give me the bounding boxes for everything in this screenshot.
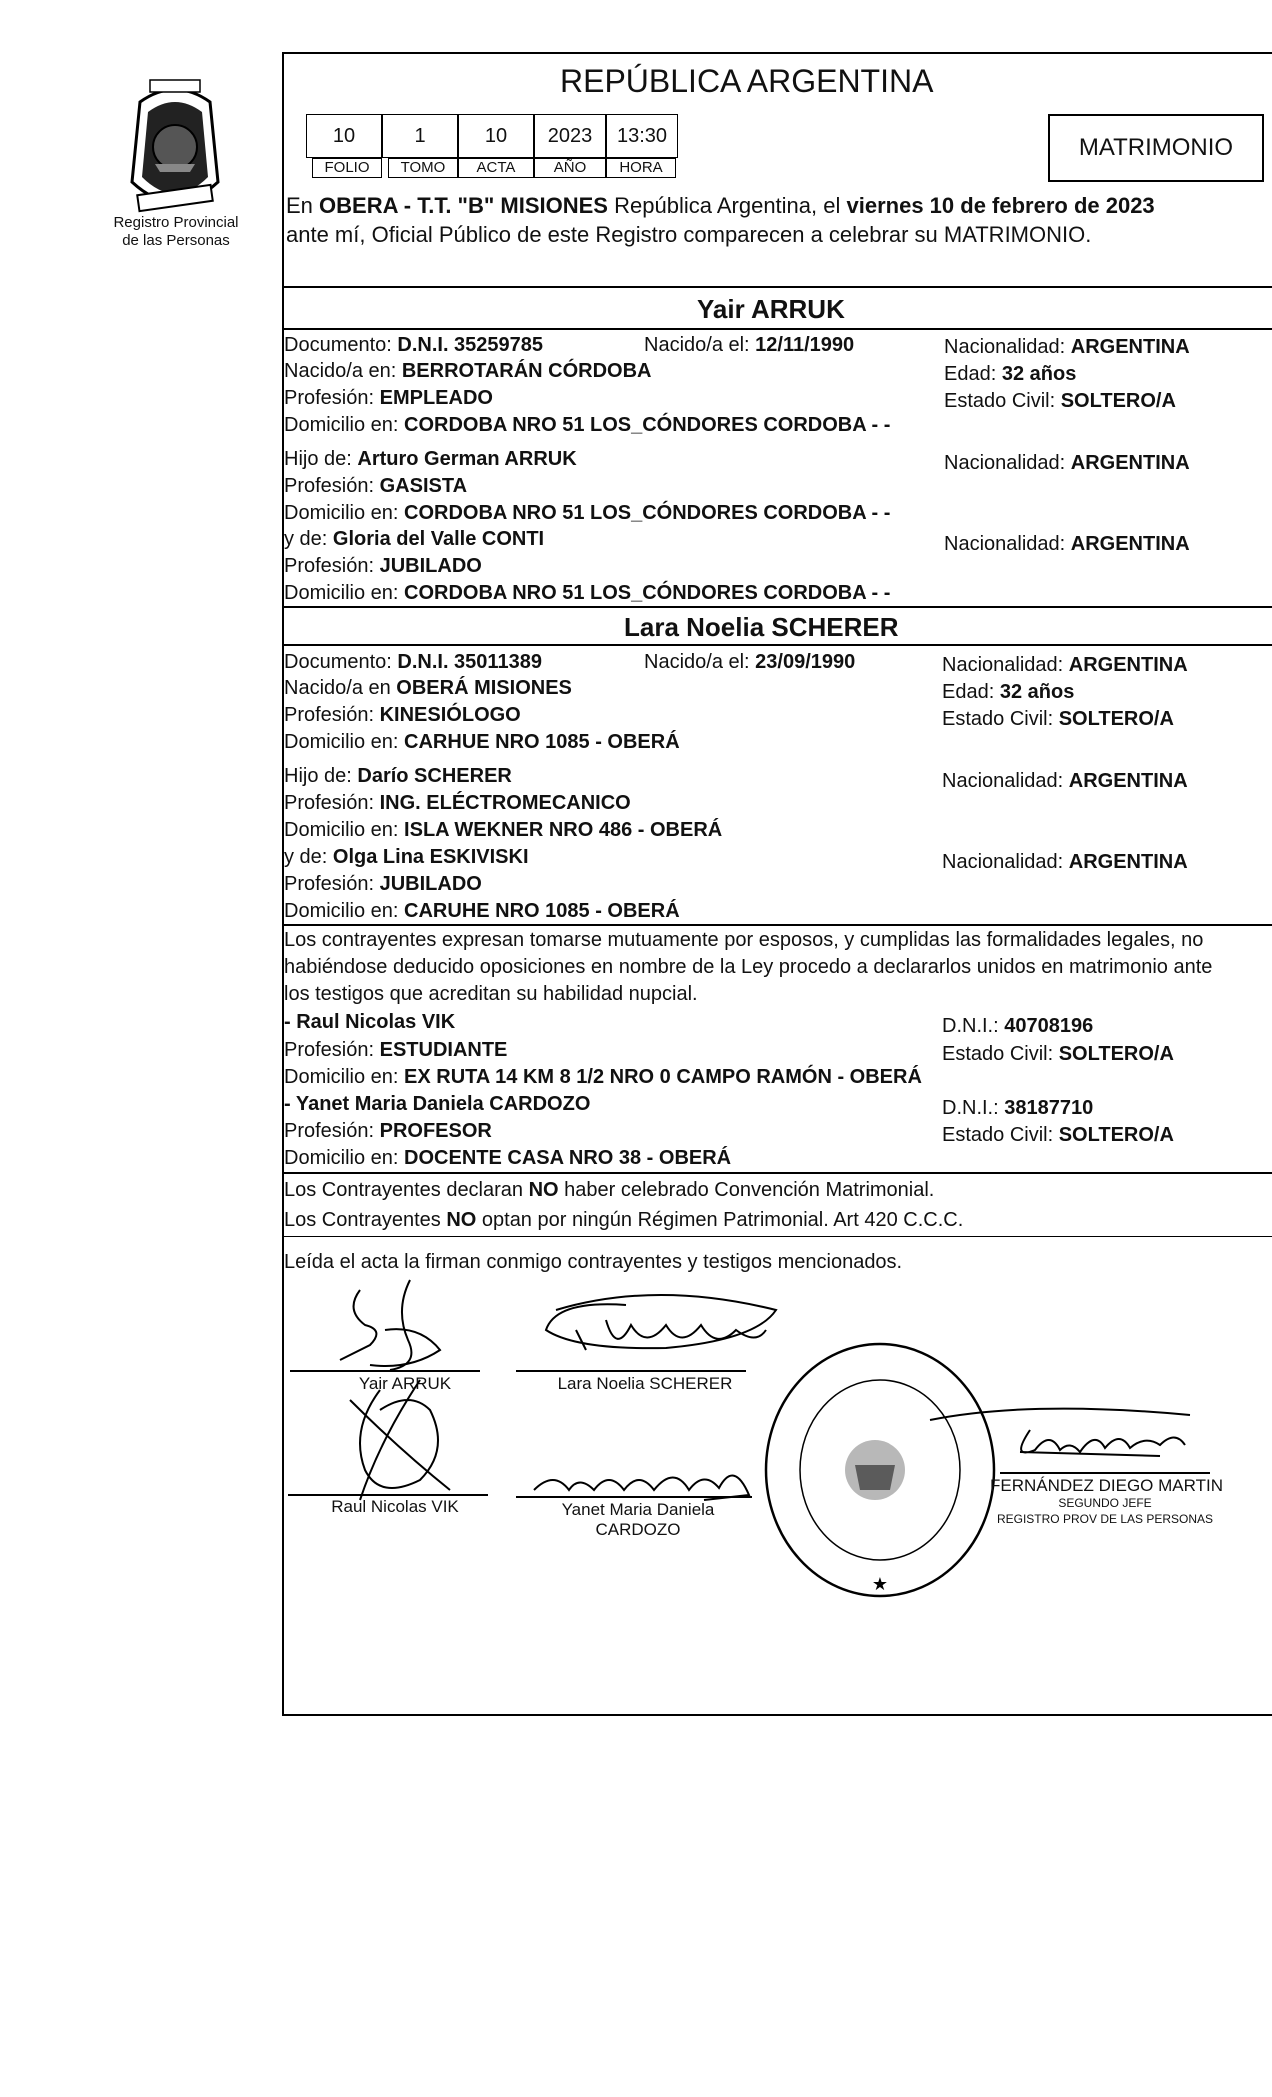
official-office: REGISTRO PROV DE LAS PERSONAS: [996, 1512, 1214, 1526]
frame-top-border: [282, 52, 1272, 54]
signature-label: Yanet Maria Daniela: [561, 1500, 715, 1519]
logo-caption: de las Personas: [122, 232, 230, 249]
hora-label: HORA: [606, 158, 676, 178]
spouse1-name: Yair ARRUK: [697, 294, 845, 324]
signature-line: [288, 1494, 488, 1496]
anio-label: AÑO: [534, 158, 606, 178]
witness2-name: - Yanet Maria Daniela CARDOZO: [284, 1093, 591, 1115]
spouse1-mother: y de: Gloria del Valle CONTI: [284, 528, 545, 550]
spouse1-father-address: Domicilio en: CORDOBA NRO 51 LOS_CÓNDORES CORDOBA - -: [284, 502, 891, 524]
declaration-line-1: Los contrayentes expresan tomarse mutuamente por esposos, y cumplidas las formalidades legales, no: [284, 929, 1204, 951]
signature-line: [1000, 1472, 1210, 1474]
spouse1-birth-place: Nacido/a en: BERROTARÁN CÓRDOBA: [284, 360, 652, 382]
spouse2-mother-profession: Profesión: JUBILADO: [284, 873, 482, 895]
spouse2-document: Documento: D.N.I. 35011389: [284, 651, 542, 673]
signature-line: [516, 1496, 752, 1498]
act-type: MATRIMONIO: [1078, 134, 1234, 161]
anio-value: 2023: [534, 114, 606, 158]
spouse2-civil-status: Estado Civil: SOLTERO/A: [942, 708, 1174, 730]
declaration-line-2: habiéndose deducido oposiciones en nombre de la Ley procedo a declararlos unidos en matrimonio ante: [284, 956, 1213, 978]
frame-bottom-border: [282, 1714, 1272, 1716]
acta-label: ACTA: [458, 158, 534, 178]
page-title: REPÚBLICA ARGENTINA: [560, 63, 934, 99]
spouse2-age: Edad: 32 años: [942, 681, 1075, 703]
province-seal-icon: [110, 72, 240, 222]
spouse1-birth-date: Nacido/a el: 12/11/1990: [644, 334, 855, 356]
convention-line-1: Los Contrayentes declaran NO haber celebrado Convención Matrimonial.: [284, 1179, 935, 1201]
witness2-dni: D.N.I.: 38187710: [942, 1097, 1094, 1119]
spouse1-nationality: Nacionalidad: ARGENTINA: [944, 336, 1190, 358]
spouse1-mother-profession: Profesión: JUBILADO: [284, 555, 482, 577]
spouse2-birth-place: Nacido/a en OBERÁ MISIONES: [284, 677, 572, 699]
signature-raul-vik: [320, 1370, 520, 1510]
divider: [282, 644, 1272, 646]
spouse1-age: Edad: 32 años: [944, 363, 1077, 385]
witness2-civil-status: Estado Civil: SOLTERO/A: [942, 1124, 1174, 1146]
witness1-profession: Profesión: ESTUDIANTE: [284, 1039, 508, 1061]
spouse2-profession: Profesión: KINESIÓLOGO: [284, 704, 521, 726]
spouse2-nationality: Nacionalidad: ARGENTINA: [942, 654, 1188, 676]
hora-value: 13:30: [606, 114, 678, 158]
convention-line-2: Los Contrayentes NO optan por ningún Régimen Patrimonial. Art 420 C.C.C.: [284, 1209, 964, 1231]
spouse2-address: Domicilio en: CARHUE NRO 1085 - OBERÁ: [284, 731, 680, 753]
divider: [282, 328, 1272, 330]
divider: [282, 924, 1272, 926]
witness2-profession: Profesión: PROFESOR: [284, 1120, 492, 1142]
tomo-label: TOMO: [388, 158, 458, 178]
divider: [282, 1236, 1272, 1237]
tomo-value: 1: [382, 114, 458, 158]
spouse2-birth-date: Nacido/a el: 23/09/1990: [644, 651, 856, 673]
spouse1-father-nationality: Nacionalidad: ARGENTINA: [944, 452, 1190, 474]
intro-line-2: ante mí, Oficial Público de este Registro comparecen a celebrar su MATRIMONIO.: [286, 222, 1092, 247]
official-name: FERNÁNDEZ DIEGO MARTIN: [990, 1476, 1223, 1495]
official-role: SEGUNDO JEFE: [1058, 1496, 1152, 1510]
spouse1-father: Hijo de: Arturo German ARRUK: [284, 448, 577, 470]
witness1-address: Domicilio en: EX RUTA 14 KM 8 1/2 NRO 0 CAMPO RAMÓN - OBERÁ: [284, 1066, 922, 1088]
spouse2-name: Lara Noelia SCHERER: [624, 612, 899, 642]
spouse1-mother-nationality: Nacionalidad: ARGENTINA: [944, 533, 1190, 555]
spouse1-profession: Profesión: EMPLEADO: [284, 387, 493, 409]
divider: [282, 1172, 1272, 1174]
svg-text:★: ★: [871, 1574, 889, 1595]
divider: [282, 286, 1272, 288]
folio-value: 10: [306, 114, 382, 158]
spouse1-document: Documento: D.N.I. 35259785: [284, 334, 544, 356]
spouse1-address: Domicilio en: CORDOBA NRO 51 LOS_CÓNDORES CORDOBA - -: [284, 414, 891, 436]
witness1-name: - Raul Nicolas VIK: [284, 1011, 456, 1033]
spouse2-father-nationality: Nacionalidad: ARGENTINA: [942, 770, 1188, 792]
registry-stamp-icon: [760, 1340, 1000, 1610]
signature-intro: Leída el acta la firman conmigo contrayentes y testigos mencionados.: [284, 1251, 903, 1273]
witness1-civil-status: Estado Civil: SOLTERO/A: [942, 1043, 1174, 1065]
intro-line-1: En OBERA - T.T. "B" MISIONES República Argentina, el viernes 10 de febrero de 2023: [286, 193, 1155, 218]
spouse2-father-address: Domicilio en: ISLA WEKNER NRO 486 - OBERÁ: [284, 819, 723, 841]
divider: [282, 606, 1272, 608]
folio-label: FOLIO: [312, 158, 382, 178]
logo-caption: Registro Provincial: [113, 214, 239, 231]
spouse1-father-profession: Profesión: GASISTA: [284, 475, 468, 497]
spouse2-mother-address: Domicilio en: CARUHE NRO 1085 - OBERÁ: [284, 900, 680, 922]
signature-lara-scherer: [516, 1270, 796, 1380]
signature-label: Lara Noelia SCHERER: [557, 1374, 733, 1393]
declaration-line-3: los testigos que acreditan su habilidad nupcial.: [284, 983, 698, 1005]
witness1-dni: D.N.I.: 40708196: [942, 1015, 1094, 1037]
signature-label: Yair ARRUK: [358, 1374, 452, 1393]
signature-line: [516, 1370, 746, 1372]
official-signature: [910, 1390, 1210, 1470]
spouse2-mother-nationality: Nacionalidad: ARGENTINA: [942, 851, 1188, 873]
signature-label: Raul Nicolas VIK: [331, 1497, 459, 1516]
spouse1-civil-status: Estado Civil: SOLTERO/A: [944, 390, 1176, 412]
province-logo: [110, 72, 240, 222]
acta-value: 10: [458, 114, 534, 158]
act-type-box: [1048, 114, 1264, 182]
spouse1-mother-address: Domicilio en: CORDOBA NRO 51 LOS_CÓNDORES CORDOBA - -: [284, 582, 891, 604]
spouse2-father-profession: Profesión: ING. ELÉCTROMECANICO: [284, 792, 631, 814]
spouse2-mother: y de: Olga Lina ESKIVISKI: [284, 846, 529, 868]
spouse2-father: Hijo de: Darío SCHERER: [284, 765, 512, 787]
witness2-address: Domicilio en: DOCENTE CASA NRO 38 - OBERÁ: [284, 1147, 732, 1169]
signature-label: CARDOZO: [595, 1520, 681, 1539]
